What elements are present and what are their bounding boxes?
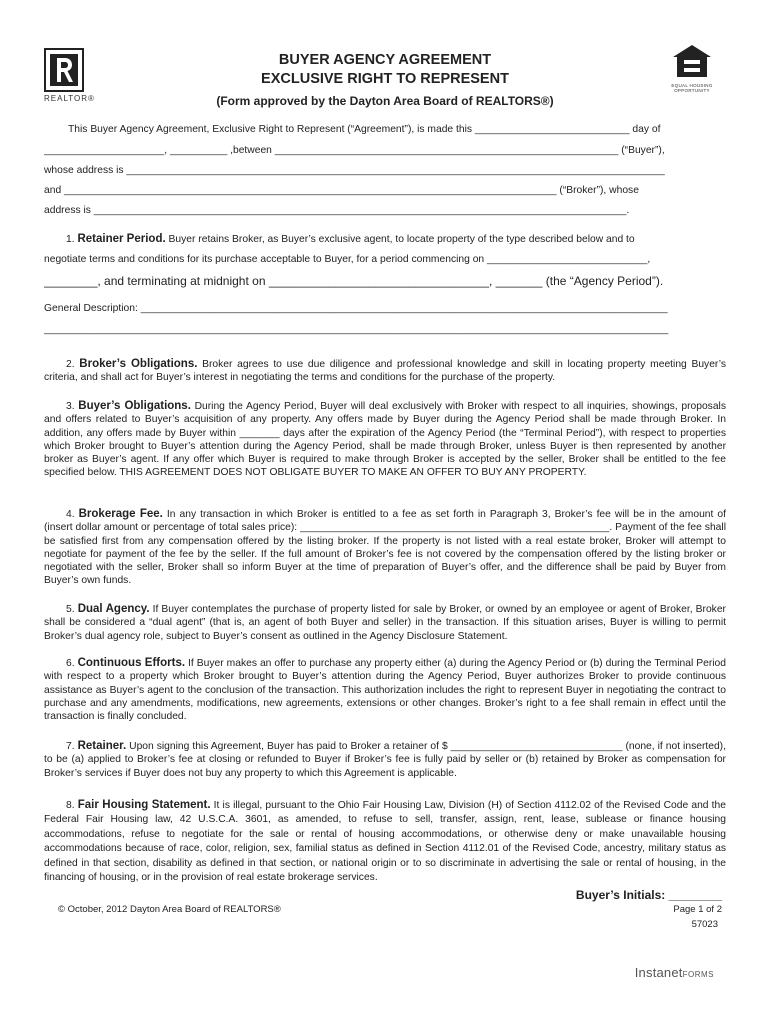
section-2-text: Broker agrees to use due diligence and professional knowledge and skill in locating property meeting Buyer’s criteria, and shall act for Buyer’s interest in negotiating the terms and conditions for the purchase of the property. <box>44 359 726 384</box>
intro-line-2: _____________________, __________ ,between ____________________________________________________________ (“Buyer”), <box>44 145 665 156</box>
section-7 <box>44 740 726 780</box>
page-number: Page 1 of 2 <box>673 904 722 915</box>
equal-housing-house-icon <box>672 44 712 78</box>
section-3-number: 3. <box>66 401 75 412</box>
section-3-heading: Buyer’s Obligations. <box>78 400 191 412</box>
section-5-heading: Dual Agency. <box>77 603 150 615</box>
intro-line-3: whose address is ______________________________________________________________________________________________ <box>44 165 665 176</box>
section-2 <box>44 358 726 385</box>
section-5-number: 5. <box>66 604 75 615</box>
section-1-line-3: ________, and terminating at midnight on _________________________________, _______ (the “Agency Period”). <box>44 274 664 288</box>
section-2-heading: Broker’s Obligations. <box>79 358 198 370</box>
document-subtitle: EXCLUSIVE RIGHT TO REPRESENT <box>261 71 509 87</box>
section-1-heading: Retainer Period. <box>77 233 166 245</box>
realtor-logo-text: REALTOR® <box>44 94 95 103</box>
section-1-number: 1. <box>66 234 75 245</box>
section-4-number: 4. <box>66 509 75 520</box>
realtor-logo <box>44 48 98 104</box>
form-number: 57023 <box>691 919 718 930</box>
section-2-number: 2. <box>66 359 75 370</box>
section-3 <box>44 400 726 480</box>
section-1-line-1 <box>44 233 726 245</box>
section-6-text: If Buyer makes an offer to purchase any property either (a) during the Agency Period or (b) during the Terminal Period with respect to a property which Broker brought to Buyer’s attention during the Agency Period, Buyer authorizes Broker to provide continuous assistance as Buyer’s agent to the conclusion of the transaction. This authorization includes the right to represent Buyer in negotiating the contract to purchase and any amendments, modifications, new agreements, extensions or other changes. Broker’s right to a fee shall remain in effect until the transaction is finally concluded. <box>44 658 726 723</box>
section-1-line-2: negotiate terms and conditions for its purchase acceptable to Buyer, for a period commencing on ____________________________, <box>44 254 651 265</box>
intro-line-4: and ______________________________________________________________________________________ (“Broker”), whose <box>44 185 639 196</box>
general-description-line: General Description: ____________________________________________________________________________________________ <box>44 303 668 314</box>
section-8 <box>44 798 726 885</box>
instanet-brand: Instanet <box>634 965 683 980</box>
buyer-initials-field[interactable]: Buyer’s Initials: ________ <box>575 888 722 902</box>
section-7-text: Upon signing this Agreement, Buyer has paid to Broker a retainer of $ ______________________________ (none, if not inserted), to be (a) applied to Broker’s fee at closing or refunded to Buyer if Broker’s fee is fully paid by seller or (b) retained by Broker as compensation for Broker’s services if Buyer does not buy any property to which this Agreement is applicable. <box>44 741 726 779</box>
section-7-number: 7. <box>66 741 75 752</box>
form-approval-note: (Form approved by the Dayton Area Board of REALTORS®) <box>216 94 554 108</box>
section-6-number: 6. <box>66 658 75 669</box>
section-4 <box>44 508 726 588</box>
section-1-text: Buyer retains Broker, as Buyer’s exclusive agent, to locate property of the type described below and to <box>165 234 635 245</box>
equal-housing-line2: OPPORTUNITY <box>674 88 710 93</box>
section-8-heading: Fair Housing Statement. <box>77 799 211 811</box>
intro-line-5: address is _____________________________________________________________________________________________. <box>44 205 630 216</box>
equal-housing-line1: EQUAL HOUSING <box>671 83 713 88</box>
section-5 <box>44 603 726 643</box>
equal-housing-logo <box>664 44 720 104</box>
section-5-text: If Buyer contemplates the purchase of property listed for sale by Broker, or owned by an employee or agent of Broker, Broker shall be considered a “dual agent” (that is, an agent of both Buyer and seller) in the transaction. If this situation arises, Buyer is willing to permit Broker’s dual agency role, subject to Buyer’s consent as outlined in the Agency Disclosure Statement. <box>44 604 726 642</box>
section-3-text: During the Agency Period, Buyer will deal exclusively with Broker with respect to all inquiries, showings, proposals and offers related to Buyer’s acquisition of any property. Any offers made by Buyer during the Agency Period shall be made through Broker. In addition, any offers made by Buyer within _______ days after the expiration of the Agency Period (the “Terminal Period”), with respect to properties which Broker brought to Buyer’s attention during the Agency Period, shall be made through Broker, unless Buyer is then represented by another broker as Buyer’s agent. If any offer which Buyer is required to make through Broker is accepted by the seller, Broker shall be entitled to the fee specified below. THIS AGREEMENT DOES NOT OBLIGATE BUYER TO MAKE AN OFFER TO BUY ANY PROPERTY. <box>44 401 726 479</box>
intro-line-1: This Buyer Agency Agreement, Exclusive Right to Represent (“Agreement”), is made this ___________________________ day of <box>68 124 661 135</box>
general-description-line-2: _____________________________________________________________________________________________________________ <box>44 324 669 335</box>
section-8-text: It is illegal, pursuant to the Ohio Fair Housing Law, Division (H) of Section 4112.02 of the Revised Code and the Federal Fair Housing law, 42 U.S.C.A. 3601, as amended, to refuse to sell, transfer, assign, rent, lease, sublease or finance housing accommodations, refuse to negotiate for the sale or rental of housing accommodations, or otherwise deny or make unavailable housing accommodations because of race, color, religion, sex, familial status as defined in Section 4112.01 of the Revised Code, ancestry, military status as defined in that section, disability as defined in that section, or national origin or to so discriminate in advertising the sale or rental of housing, in the financing of housing, or in the provision of real estate brokerage services. <box>44 800 726 884</box>
document-title: BUYER AGENCY AGREEMENT <box>278 52 492 68</box>
section-7-heading: Retainer. <box>77 740 127 752</box>
section-4-heading: Brokerage Fee. <box>78 508 163 520</box>
copyright-notice: © October, 2012 Dayton Area Board of REALTORS® <box>58 904 281 915</box>
realtor-r-icon <box>44 48 84 92</box>
instanet-brand-suffix: FORMS <box>682 970 714 979</box>
section-6-heading: Continuous Efforts. <box>77 657 186 669</box>
section-4-text: In any transaction in which Broker is entitled to a fee as set forth in Paragraph 3, Broker’s fee will be in the amount of (insert dollar amount or percentage of total sales price): ______________________________________________________. Payment of the fee shall be satisfied first from any compensation offered by the listing broker. If the property is not listed with a real estate broker, Broker will attempt to negotiate for payment of the fee by the seller. If the full amount of Broker’s fee is not covered by the compensation offered by the listing broker or negotiated with the seller, Broker shall so inform Buyer at the time of preparation of Buyer’s offer, and the difference shall be paid by Buyer from Buyer’s own funds. <box>44 509 726 587</box>
section-8-number: 8. <box>66 800 75 811</box>
section-6 <box>44 657 726 723</box>
instanet-forms-logo <box>635 965 714 980</box>
